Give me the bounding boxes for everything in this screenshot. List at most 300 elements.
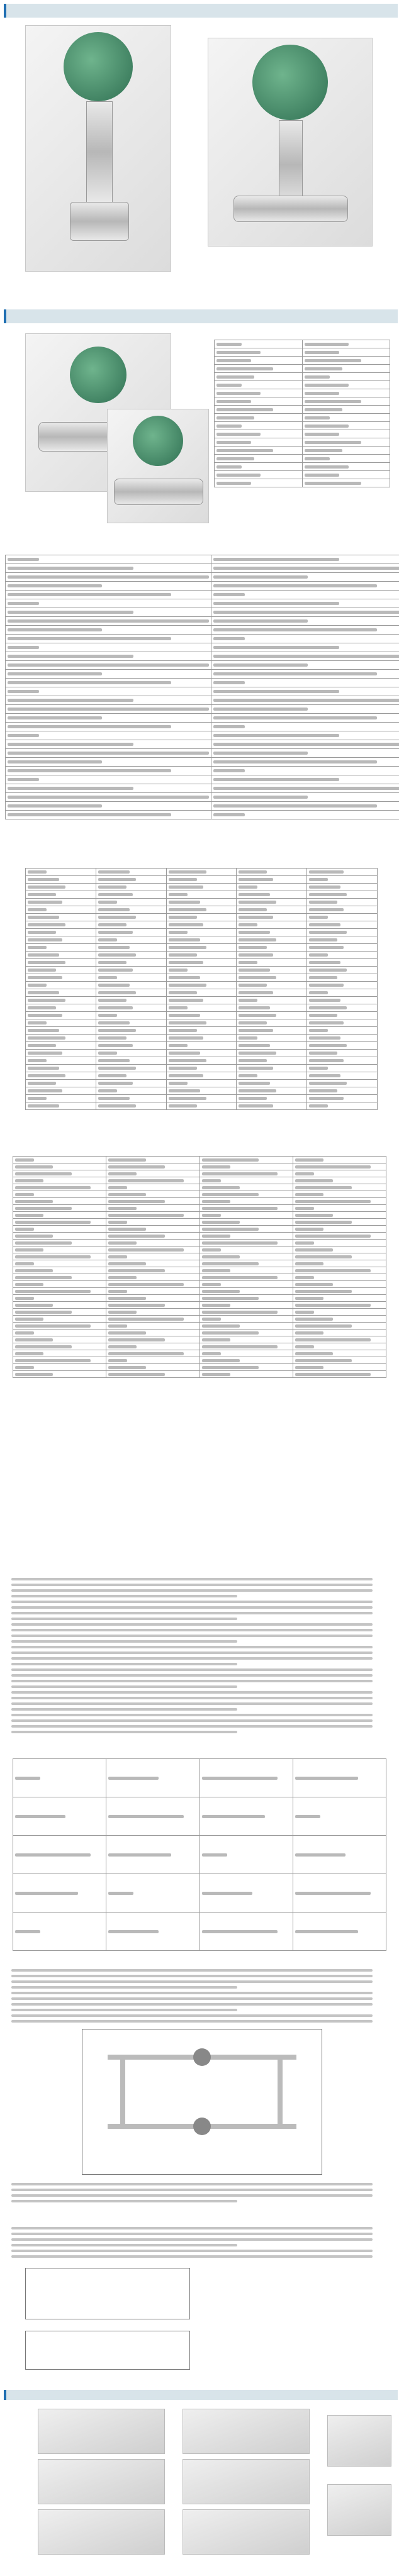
- table-cell: [293, 1233, 386, 1240]
- table-cell: [211, 723, 399, 731]
- table-cell: [96, 884, 166, 891]
- table-cell: [307, 1012, 378, 1019]
- table-cell: [200, 1157, 293, 1163]
- text-line: [11, 2183, 373, 2185]
- table-cell: [166, 921, 237, 929]
- table-cell: [6, 573, 211, 582]
- table-cell: [13, 1163, 106, 1170]
- table-cell: [215, 422, 303, 430]
- table-cell: [200, 1288, 293, 1295]
- table-cell: [200, 1226, 293, 1233]
- table-cell: [26, 959, 96, 967]
- table-cell: [106, 1233, 200, 1240]
- section-bar-photos: [4, 4, 398, 18]
- table-cell: [307, 1080, 378, 1087]
- table-cell: [166, 899, 237, 906]
- table-cell: [106, 1343, 200, 1350]
- table-cell: [237, 959, 307, 967]
- table-cell: [106, 1212, 200, 1219]
- table-row: [13, 1364, 386, 1371]
- table-cell: [6, 749, 211, 758]
- table-cell: [13, 1364, 106, 1371]
- table-row: [13, 1323, 386, 1330]
- table-cell: [166, 906, 237, 914]
- section-bar-production: [4, 2390, 398, 2400]
- table-row: [215, 357, 390, 365]
- table-cell: [200, 1260, 293, 1267]
- text-line: [11, 2003, 373, 2006]
- table-cell: [166, 1042, 237, 1050]
- text-line: [11, 1980, 373, 1983]
- table-cell: [6, 731, 211, 740]
- table-cell: [6, 696, 211, 705]
- table-cell: [293, 1323, 386, 1330]
- table-row: [26, 936, 378, 944]
- text-line: [11, 2233, 373, 2235]
- text-line: [11, 1731, 237, 1733]
- table-cell: [26, 989, 96, 997]
- table-cell: [237, 914, 307, 921]
- table-cell: [302, 479, 390, 487]
- table-cell: [96, 914, 166, 921]
- table-cell: [106, 1246, 200, 1253]
- table-row: [13, 1288, 386, 1295]
- table-cell: [215, 397, 303, 406]
- table-cell: [106, 1163, 200, 1170]
- table-row: [215, 463, 390, 471]
- text-line: [11, 1975, 373, 1977]
- model-select-table: [13, 1156, 386, 1378]
- table-cell: [211, 802, 399, 811]
- table-cell: [307, 891, 378, 899]
- table-row: [13, 1874, 386, 1913]
- table-row: [26, 1004, 378, 1012]
- spec-list: [214, 340, 390, 487]
- table-cell: [96, 1004, 166, 1012]
- text-line: [11, 1691, 373, 1694]
- table-cell: [13, 1302, 106, 1309]
- flow-range-table: [25, 868, 378, 1110]
- table-row: [6, 731, 399, 740]
- table-cell: [237, 1019, 307, 1027]
- table-row: [6, 749, 399, 758]
- table-cell: [302, 438, 390, 447]
- table-cell: [106, 1316, 200, 1323]
- table-row: [13, 1343, 386, 1350]
- table-cell: [307, 989, 378, 997]
- table-cell: [200, 1343, 293, 1350]
- table-row: [13, 1281, 386, 1288]
- table-cell: [200, 1240, 293, 1246]
- table-cell: [293, 1288, 386, 1295]
- text-line: [11, 1714, 373, 1716]
- table-cell: [307, 952, 378, 959]
- table-cell: [211, 591, 399, 599]
- table-cell: [96, 974, 166, 982]
- table-cell: [6, 811, 211, 819]
- table-row: [6, 573, 399, 582]
- table-cell: [166, 1050, 237, 1057]
- table-cell: [200, 1191, 293, 1198]
- table-cell: [200, 1309, 293, 1316]
- table-cell: [6, 793, 211, 802]
- table-cell: [307, 1004, 378, 1012]
- table-cell: [293, 1364, 386, 1371]
- table-row: [26, 1012, 378, 1019]
- table-cell: [200, 1219, 293, 1226]
- table-cell: [200, 1350, 293, 1357]
- gallery-photo-8: [327, 2484, 391, 2536]
- table-row: [26, 1027, 378, 1035]
- table-row: [26, 914, 378, 921]
- table-row: [6, 679, 399, 687]
- table-cell: [237, 1087, 307, 1095]
- table-cell: [293, 1226, 386, 1233]
- table-cell: [13, 1212, 106, 1219]
- text-line: [11, 2227, 373, 2229]
- product-photo-2: [208, 38, 373, 247]
- table-cell: [6, 740, 211, 749]
- table-cell: [6, 626, 211, 635]
- table-row: [26, 1072, 378, 1080]
- table-cell: [211, 767, 399, 775]
- table-cell: [6, 582, 211, 591]
- table-row: [13, 1350, 386, 1357]
- table-row: [13, 1198, 386, 1205]
- table-cell: [166, 974, 237, 982]
- table-row: [26, 982, 378, 989]
- table-cell: [293, 1184, 386, 1191]
- table-cell: [26, 936, 96, 944]
- text-line: [11, 1612, 373, 1614]
- table-cell: [166, 959, 237, 967]
- table-cell: [307, 921, 378, 929]
- table-cell: [106, 1302, 200, 1309]
- table-cell: [96, 944, 166, 952]
- table-cell: [307, 1042, 378, 1050]
- install-paragraph: [11, 1575, 388, 1736]
- table-cell: [293, 1371, 386, 1378]
- table-cell: [211, 573, 399, 582]
- text-line: [11, 1708, 237, 1711]
- text-line: [11, 2194, 373, 2197]
- table-row: [26, 1050, 378, 1057]
- table-row: [6, 758, 399, 767]
- table-cell: [237, 952, 307, 959]
- table-cell: [211, 617, 399, 626]
- gallery-photo-3: [38, 2459, 165, 2504]
- table-cell: [302, 381, 390, 389]
- table-cell: [215, 373, 303, 381]
- table-cell: [302, 471, 390, 479]
- table-row: [13, 1170, 386, 1177]
- table-cell: [200, 1371, 293, 1378]
- table-cell: [237, 1080, 307, 1087]
- table-cell: [26, 1019, 96, 1027]
- table-cell: [106, 1288, 200, 1295]
- text-line: [11, 1652, 373, 1654]
- table-cell: [237, 936, 307, 944]
- table-row: [26, 1057, 378, 1065]
- table-cell: [166, 952, 237, 959]
- table-row: [26, 944, 378, 952]
- table-row: [26, 906, 378, 914]
- table-row: [13, 1260, 386, 1267]
- table-cell: [302, 455, 390, 463]
- table-cell: [96, 982, 166, 989]
- table-row: [13, 1226, 386, 1233]
- table-cell: [211, 652, 399, 661]
- table-cell: [13, 1336, 106, 1343]
- table-cell: [237, 1012, 307, 1019]
- table-cell: [215, 340, 303, 348]
- table-row: [6, 564, 399, 573]
- table-cell: [307, 1102, 378, 1110]
- table-row: [26, 989, 378, 997]
- table-cell: [106, 1184, 200, 1191]
- table-row: [215, 414, 390, 422]
- table-cell: [6, 802, 211, 811]
- table-cell: [211, 775, 399, 784]
- table-cell: [211, 643, 399, 652]
- table-cell: [237, 974, 307, 982]
- table-cell: [26, 1050, 96, 1057]
- table-row: [13, 1212, 386, 1219]
- table-row: [13, 1836, 386, 1874]
- table-cell: [26, 952, 96, 959]
- text-line: [11, 2200, 237, 2202]
- table-cell: [13, 1357, 106, 1364]
- table-cell: [211, 811, 399, 819]
- table-cell: [307, 967, 378, 974]
- table-cell: [96, 1072, 166, 1080]
- table-cell: [293, 1759, 386, 1797]
- table-row: [215, 479, 390, 487]
- table-row: [13, 1330, 386, 1336]
- gallery-photo-1: [38, 2409, 165, 2454]
- table-cell: [13, 1759, 106, 1797]
- table-cell: [211, 608, 399, 617]
- table-cell: [106, 1913, 200, 1951]
- table-cell: [166, 1095, 237, 1102]
- table-cell: [215, 365, 303, 373]
- table-cell: [200, 1913, 293, 1951]
- table-cell: [13, 1157, 106, 1163]
- table-row: [215, 348, 390, 357]
- table-cell: [215, 389, 303, 397]
- table-cell: [200, 1357, 293, 1364]
- table-cell: [302, 463, 390, 471]
- table-cell: [237, 1057, 307, 1065]
- table-cell: [13, 1371, 106, 1378]
- product-photo-1: [25, 25, 171, 272]
- table-row: [215, 430, 390, 438]
- table-cell: [293, 1274, 386, 1281]
- table-cell: [6, 591, 211, 599]
- table-cell: [211, 731, 399, 740]
- table-cell: [166, 967, 237, 974]
- table-row: [26, 869, 378, 876]
- table-cell: [307, 1027, 378, 1035]
- table-cell: [6, 608, 211, 617]
- table-cell: [106, 1253, 200, 1260]
- table-row: [13, 1177, 386, 1184]
- table-cell: [166, 1004, 237, 1012]
- table-cell: [200, 1295, 293, 1302]
- table-row: [26, 1087, 378, 1095]
- table-cell: [215, 447, 303, 455]
- table-cell: [293, 1874, 386, 1913]
- table-row: [6, 652, 399, 661]
- table-row: [26, 1080, 378, 1087]
- text-line: [11, 1697, 373, 1699]
- table-cell: [237, 1042, 307, 1050]
- table-cell: [237, 997, 307, 1004]
- table-cell: [106, 1309, 200, 1316]
- text-line: [11, 1623, 373, 1626]
- table-cell: [26, 1095, 96, 1102]
- table-cell: [106, 1191, 200, 1198]
- table-cell: [6, 617, 211, 626]
- table-cell: [166, 1012, 237, 1019]
- table-cell: [166, 1027, 237, 1035]
- table-cell: [96, 967, 166, 974]
- table-cell: [26, 982, 96, 989]
- table-cell: [293, 1913, 386, 1951]
- wiring-diagram-1: [25, 2268, 190, 2319]
- table-cell: [13, 1246, 106, 1253]
- table-cell: [293, 1836, 386, 1874]
- table-cell: [200, 1336, 293, 1343]
- table-cell: [307, 1019, 378, 1027]
- table-cell: [26, 944, 96, 952]
- table-row: [13, 1205, 386, 1212]
- install-notes: [11, 1966, 388, 2026]
- table-cell: [237, 1050, 307, 1057]
- table-cell: [211, 714, 399, 723]
- table-cell: [307, 876, 378, 884]
- table-cell: [106, 1357, 200, 1364]
- text-line: [11, 1618, 237, 1620]
- table-cell: [13, 1184, 106, 1191]
- table-cell: [293, 1343, 386, 1350]
- tech-params-table: [5, 555, 399, 819]
- table-cell: [211, 582, 399, 591]
- text-line: [11, 1584, 373, 1586]
- table-cell: [13, 1233, 106, 1240]
- table-cell: [200, 1267, 293, 1274]
- table-cell: [211, 555, 399, 564]
- table-row: [13, 1336, 386, 1343]
- table-cell: [13, 1323, 106, 1330]
- table-cell: [26, 1087, 96, 1095]
- table-cell: [6, 705, 211, 714]
- table-cell: [215, 430, 303, 438]
- table-cell: [166, 1072, 237, 1080]
- table-cell: [307, 944, 378, 952]
- text-line: [11, 1595, 237, 1597]
- table-cell: [200, 1184, 293, 1191]
- table-cell: [6, 687, 211, 696]
- table-row: [6, 705, 399, 714]
- table-row: [6, 687, 399, 696]
- text-line: [11, 2250, 373, 2252]
- table-cell: [200, 1253, 293, 1260]
- table-cell: [307, 982, 378, 989]
- table-cell: [6, 714, 211, 723]
- table-cell: [307, 1035, 378, 1042]
- table-row: [13, 1357, 386, 1364]
- table-cell: [13, 1913, 106, 1951]
- table-cell: [307, 884, 378, 891]
- table-cell: [96, 1050, 166, 1057]
- table-row: [6, 802, 399, 811]
- table-cell: [302, 430, 390, 438]
- table-cell: [211, 740, 399, 749]
- table-cell: [211, 705, 399, 714]
- table-row: [13, 1253, 386, 1260]
- text-line: [11, 2020, 373, 2023]
- text-line: [11, 1578, 373, 1580]
- table-cell: [96, 1012, 166, 1019]
- table-cell: [13, 1267, 106, 1274]
- table-cell: [26, 929, 96, 936]
- table-row: [26, 1042, 378, 1050]
- table-row: [6, 784, 399, 793]
- table-cell: [96, 936, 166, 944]
- table-row: [6, 670, 399, 679]
- table-cell: [106, 1295, 200, 1302]
- table-cell: [26, 891, 96, 899]
- text-line: [11, 1992, 373, 1994]
- table-cell: [96, 929, 166, 936]
- table-cell: [200, 1797, 293, 1836]
- table-cell: [6, 723, 211, 731]
- text-line: [11, 1606, 373, 1609]
- table-cell: [106, 1330, 200, 1336]
- table-cell: [6, 679, 211, 687]
- table-cell: [96, 959, 166, 967]
- table-cell: [215, 455, 303, 463]
- table-row: [215, 381, 390, 389]
- table-cell: [26, 967, 96, 974]
- table-cell: [166, 929, 237, 936]
- table-row: [26, 891, 378, 899]
- table-cell: [302, 447, 390, 455]
- text-line: [11, 1640, 237, 1643]
- table-cell: [293, 1170, 386, 1177]
- table-row: [6, 811, 399, 819]
- table-cell: [215, 406, 303, 414]
- table-cell: [13, 1219, 106, 1226]
- text-line: [11, 1589, 373, 1592]
- table-cell: [26, 1012, 96, 1019]
- table-cell: [106, 1219, 200, 1226]
- table-cell: [307, 1072, 378, 1080]
- text-line: [11, 1646, 373, 1648]
- table-cell: [26, 1004, 96, 1012]
- table-row: [13, 1240, 386, 1246]
- table-row: [26, 967, 378, 974]
- table-cell: [26, 997, 96, 1004]
- table-cell: [211, 679, 399, 687]
- table-row: [26, 1095, 378, 1102]
- text-line: [11, 1725, 373, 1728]
- table-cell: [237, 1102, 307, 1110]
- table-cell: [6, 652, 211, 661]
- table-cell: [6, 643, 211, 652]
- table-cell: [215, 414, 303, 422]
